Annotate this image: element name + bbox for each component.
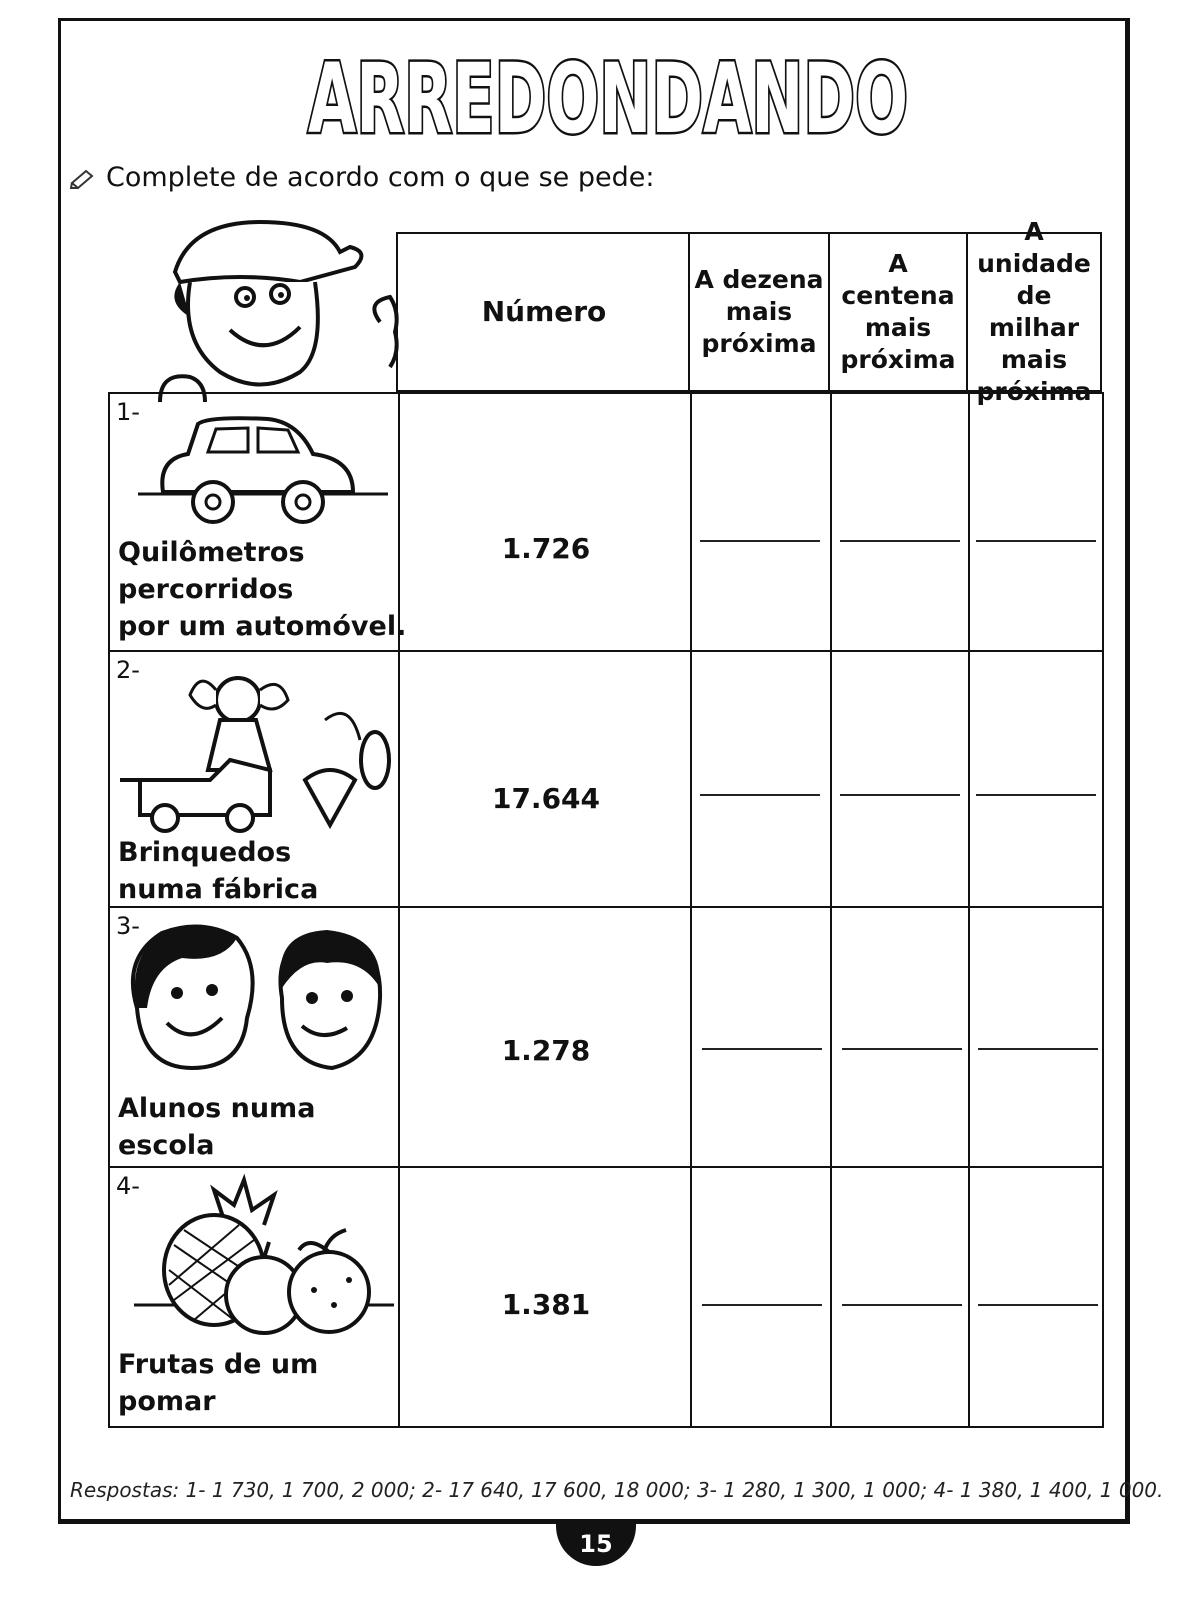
row-label: 3- bbox=[116, 912, 140, 940]
row-label: 1- bbox=[116, 398, 140, 426]
answer-blank-milhar[interactable] bbox=[976, 794, 1096, 796]
table-row bbox=[110, 906, 1102, 1166]
header-centena bbox=[828, 232, 966, 392]
answer-blank-centena[interactable] bbox=[840, 540, 960, 542]
row-label: 2- bbox=[116, 656, 140, 684]
header-milhar-line: A unidade bbox=[977, 217, 1091, 278]
header-dezena-line: A dezena bbox=[694, 265, 824, 294]
boy-mascot-icon bbox=[150, 212, 412, 402]
header-dezena bbox=[688, 232, 828, 392]
answer-blank-dezena[interactable] bbox=[702, 1304, 822, 1306]
answer-blank-milhar[interactable] bbox=[978, 1304, 1098, 1306]
table-row bbox=[110, 1166, 1102, 1426]
answer-blank-centena[interactable] bbox=[842, 1048, 962, 1050]
fruits-icon bbox=[134, 1180, 394, 1345]
desc-line: Brinquedos bbox=[118, 837, 292, 868]
row-description bbox=[118, 834, 318, 908]
row-number: 17.644 bbox=[491, 782, 601, 815]
answer-blank-centena[interactable] bbox=[840, 794, 960, 796]
answer-blank-milhar[interactable] bbox=[976, 540, 1096, 542]
header-centena-line: próxima bbox=[840, 345, 956, 374]
answer-blank-dezena[interactable] bbox=[700, 794, 820, 796]
exercise-table bbox=[108, 392, 1104, 1428]
desc-line: Quilômetros bbox=[118, 537, 305, 568]
instruction bbox=[70, 162, 654, 193]
row-number: 1.278 bbox=[501, 1034, 591, 1067]
header-numero bbox=[396, 232, 690, 392]
header-dezena-line: próxima bbox=[701, 329, 817, 358]
table-row bbox=[110, 394, 1102, 650]
desc-line: numa fábrica bbox=[118, 874, 319, 905]
answer-blank-dezena[interactable] bbox=[702, 1048, 822, 1050]
header-centena-line: A centena bbox=[841, 249, 955, 310]
title-banner bbox=[298, 32, 918, 155]
desc-line: escola bbox=[118, 1130, 215, 1161]
header-numero-label: Número bbox=[481, 295, 607, 328]
answer-blank-dezena[interactable] bbox=[700, 540, 820, 542]
header-milhar-line: mais bbox=[1000, 345, 1068, 374]
header-milhar bbox=[966, 217, 1102, 406]
desc-line: pomar bbox=[118, 1386, 216, 1417]
toys-icon bbox=[120, 660, 390, 840]
car-icon bbox=[138, 414, 388, 529]
header-milhar-line: próxima bbox=[976, 377, 1092, 406]
page-number: 15 bbox=[556, 1522, 636, 1566]
row-number: 1.726 bbox=[501, 532, 591, 565]
answer-blank-milhar[interactable] bbox=[978, 1048, 1098, 1050]
row-description bbox=[118, 1090, 315, 1164]
desc-line: por um automóvel. bbox=[118, 611, 407, 642]
kids-icon bbox=[122, 918, 392, 1088]
header-dezena-line: mais bbox=[725, 297, 793, 326]
page-title: ARREDONDANDO bbox=[308, 43, 908, 155]
row-description bbox=[118, 1346, 318, 1420]
answer-key: Respostas: 1- 1 730, 1 700, 2 000; 2- 17 640, 17 600, 18 000; 3- 1 280, 1 300, 1 000; 4- 1 380, 1 400, 1 000. bbox=[70, 1478, 1164, 1502]
instruction-text: Complete de acordo com o que se pede: bbox=[106, 162, 655, 193]
row-number: 1.381 bbox=[501, 1288, 591, 1321]
desc-line: Alunos numa bbox=[118, 1093, 316, 1124]
row-description bbox=[118, 534, 406, 645]
header-centena-line: mais bbox=[864, 313, 932, 342]
header-milhar-line: de milhar bbox=[988, 281, 1080, 342]
answer-blank-centena[interactable] bbox=[842, 1304, 962, 1306]
desc-line: percorridos bbox=[118, 574, 294, 605]
pencil-icon bbox=[70, 167, 96, 189]
row-label: 4- bbox=[116, 1172, 140, 1200]
desc-line: Frutas de um bbox=[118, 1349, 319, 1380]
table-row bbox=[110, 650, 1102, 906]
